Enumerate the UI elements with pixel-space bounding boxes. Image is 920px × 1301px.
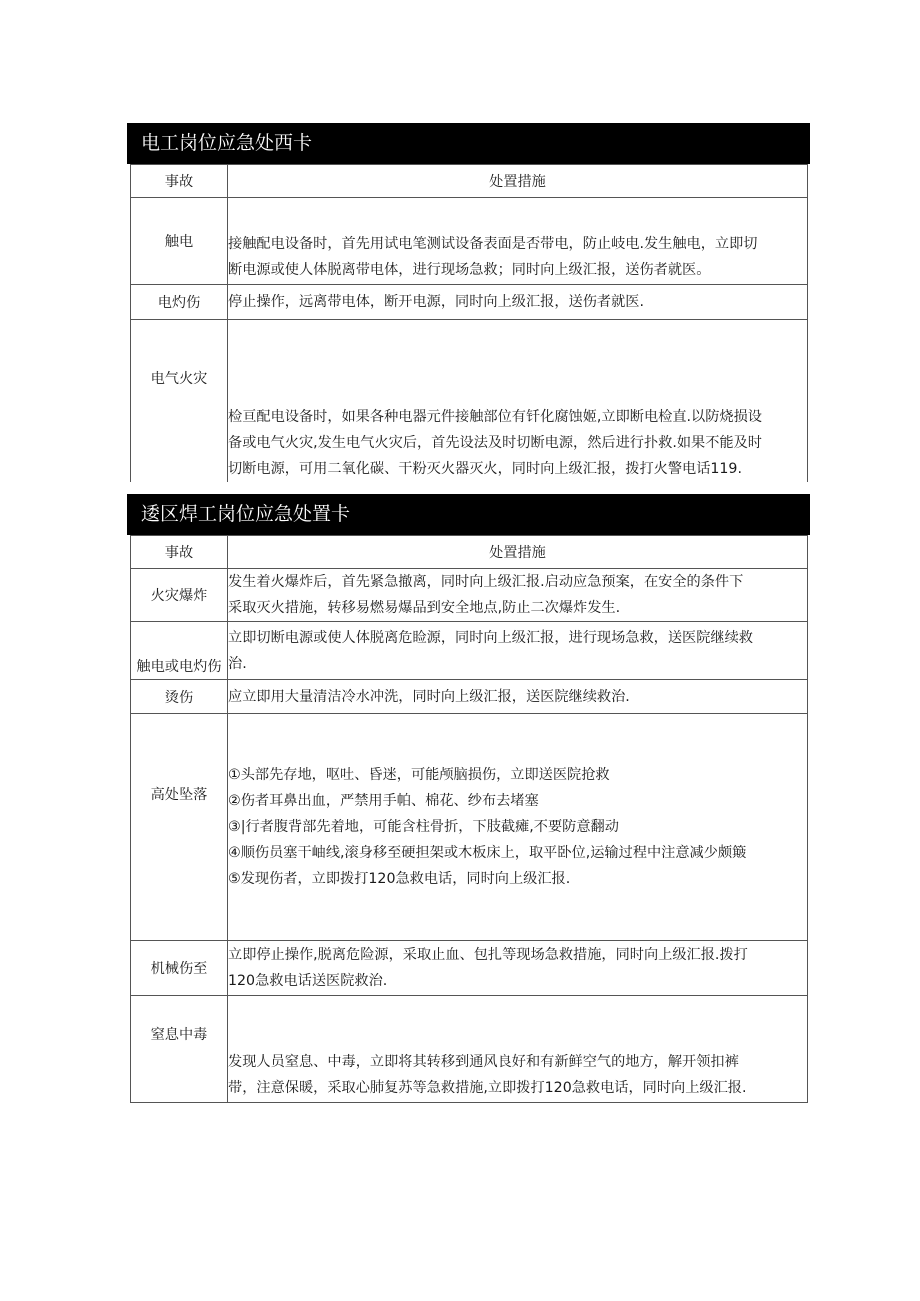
measure-line: 治.: [228, 655, 247, 672]
measure-line: 带，注意保暖，采取心肺复苏等急救措施,立即拨打120急救电话，同时向上级汇报.: [228, 1080, 747, 1096]
measures-cell: [228, 996, 808, 1103]
table-row: [131, 680, 808, 714]
table-header-row: [131, 536, 808, 569]
table-row: [131, 941, 808, 996]
measures-cell: [228, 569, 808, 622]
measure-line: 应立即用大量清洁冷水冲洗，同时向上级汇报，送医院继续救治.: [228, 688, 630, 705]
measures-cell: [228, 622, 808, 680]
card-title: 电工岗位应急处西卡: [127, 123, 810, 164]
measures-cell: [228, 285, 808, 320]
table-row: [131, 285, 808, 320]
accident-cell: 触电或电灼伤: [131, 622, 228, 680]
measure-line: 接触配电设备时，首先用试电笔测试设备表面是否带电，防止岐电.发生触电，立即切: [228, 236, 758, 252]
measure-line: ③|行者腹背部先着地，可能含柱骨折，下肢截瘫,不要防意翻动: [228, 819, 619, 835]
accident-cell: 窒息中毒: [131, 996, 228, 1103]
welder-emergency-card: [127, 494, 810, 1103]
accident-cell: 电气火灾: [131, 320, 228, 483]
measures-column-header: 处置措施: [228, 536, 808, 569]
table-row: [131, 714, 808, 941]
accident-cell: 电灼伤: [131, 285, 228, 320]
accident-column-header: 事故: [131, 536, 228, 569]
table-row: [131, 569, 808, 622]
measures-column-header: 处置措施: [228, 165, 808, 198]
card-title: 逶区焊工岗位应急处置卡: [127, 494, 810, 535]
accident-cell: 高处坠落: [131, 714, 228, 941]
measure-line: 立即停止操作,脱离危险源，采取止血、包扎等现场急救措施，同时向上级汇报.拨打: [228, 947, 748, 963]
measure-line: 切断电源，可用二氧化碳、干粉灭火器灭火，同时向上级汇报，拨打火警电话119.: [228, 461, 742, 477]
measures-cell: [228, 714, 808, 941]
measure-line: 停止操作，远离带电体，断开电源，同时向上级汇报，送伤者就医.: [228, 294, 644, 310]
measures-cell: [228, 320, 808, 483]
measure-line: 发现人员窒息、中毒，立即将其转移到通风良好和有新鲜空气的地方，解开领扣裤: [228, 1054, 739, 1070]
measures-cell: [228, 198, 808, 285]
measure-line: 断电源或使人体脱离带电体，进行现场急救；同时向上级汇报，送伤者就医。: [228, 262, 711, 278]
electrician-emergency-card: [127, 123, 810, 482]
table-row: [131, 996, 808, 1103]
measure-line: 立即切断电源或使人体脱离危睑源，同时向上级汇报，进行现场急救，送医院继续救: [228, 629, 753, 646]
table-row: [131, 320, 808, 483]
measure-line: 发生着火爆炸后，首先紧急撤离，同时向上级汇报.启动应急预案，在安全的条件下: [228, 574, 744, 590]
measures-cell: [228, 941, 808, 996]
table-row: [131, 198, 808, 285]
emergency-table: [130, 535, 808, 1103]
measure-line: ①头部先存地，呕吐、昏迷，可能颅脑损伤，立即送医院抢救: [228, 767, 610, 783]
emergency-table: [130, 164, 808, 482]
measure-line: 检亘配电设备时，如果各种电器元件接触部位有钎化腐蚀姬,立即断电检直.以防烧损设: [228, 409, 762, 425]
accident-cell: 机械伤至: [131, 941, 228, 996]
table-row: [131, 622, 808, 680]
table-header-row: [131, 165, 808, 198]
measure-line: 备或电气火灾,发生电气火灾后，首先设法及时切断电源，然后进行扑救.如果不能及时: [228, 435, 762, 451]
accident-cell: 触电: [131, 198, 228, 285]
measures-cell: [228, 680, 808, 714]
accident-cell: 烫伤: [131, 680, 228, 714]
measure-line: ④顺伤员塞干岫线,滚身移至硬担架或木板床上，取平卧位,运输过程中注意减少颇簸: [228, 845, 747, 861]
measure-line: ⑤发现伤者，立即拨打120急救电话，同时向上级汇报.: [228, 871, 571, 887]
measure-line: 采取灭火措施，转移易燃易爆品到安全地点,防止二次爆炸发生.: [228, 600, 621, 616]
accident-column-header: 事故: [131, 165, 228, 198]
measure-line: 120急救电话送医院救治.: [228, 973, 388, 989]
measure-line: ②伤者耳鼻出血，严禁用手帕、棉花、纱布去堵塞: [228, 793, 539, 809]
accident-cell: 火灾爆炸: [131, 569, 228, 622]
